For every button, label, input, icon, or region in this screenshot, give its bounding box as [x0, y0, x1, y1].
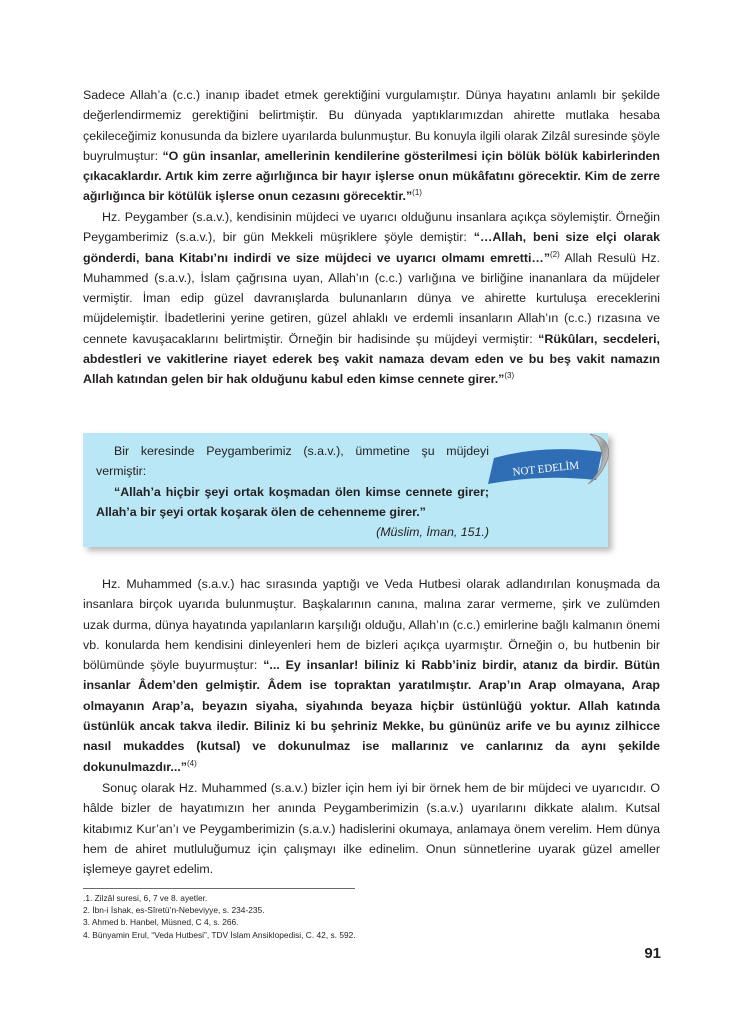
footnote-ref-1: (1) [412, 188, 422, 198]
paragraph-4 [83, 778, 660, 879]
footnote-1: .1. Zilzâl suresi, 6, 7 ve 8. ayetler. [83, 893, 208, 903]
paragraph-2 [83, 207, 660, 390]
note-box-content [96, 441, 489, 542]
farewell-sermon-quote: “... Ey insanlar! biliniz ki Rabb’iniz birdir, atanız da birdir. Bütün insanlar Âdem’den gelmiştir. Âdem ise topraktan yaratılmıştır. Arap’ın Arap olmayana, Arap olmayanın Arap’a, beyazın siyaha, siyahında beyaza hiçbir üstünlüğü yoktur. Allah katında üstünlük ancak takva iledir. Biliniz ki bu şehriniz Mekke, bu gününüz arife ve bu ayınız zilhicce nasıl mukaddes (kutsal) ve dokunulmaz ise mallarınız ve canlarınız da aynı şekilde dokunulmazdır...” [83, 658, 660, 774]
paragraph-1 [83, 85, 660, 207]
paragraph-text: Allah Resulü Hz. Muhammed (s.a.v.), İslam çağrısına uyan, Allah’ın (c.c.) varlığına ve birliğine inananlara da müjdeler vermiştir. İman edip güzel davranışlarda bulunanların dünya ve ahirette kurtuluşa ereceklerini müjdelemiştir. İbadetlerini yerine getiren, güzel ahlaklı ve erdemli insanların Allah’ın (c.c.) rızasına ve cennete kavuşacaklarını belirtmiştir. Örneğin bir hadisinde şu müjdeyi vermiştir: [83, 250, 660, 346]
paragraph-text: Hz. Peygamber (s.a.v.), kendisinin müjdeci ve uyarıcı olduğunu insanlara açıkça söylemiştir. Örneğin Peygamberimiz (s.a.v.), bir gün Mekkeli müşriklere şöyle demiştir: [83, 210, 660, 245]
note-box-lead: Bir keresinde Peygamberimiz (s.a.v.), ümmetine şu müjdeyi vermiştir: [96, 444, 489, 479]
zilzal-verse-quote: “O gün insanlar, amellerinin kendilerine gösterilmesi için bölük bölük kabirlerinden çıkacaklardır. Artık kim zerre ağırlığınca bir hayır işlerse onun mükâfatını görecektir. Kim de zerre ağırlığınca bir kötülük işlerse onun cezasını görecektir.” [83, 148, 660, 204]
paragraph-text: Sonuç olarak Hz. Muhammed (s.a.v.) bizler için hem iyi bir örnek hem de bir müjdeci ve uyarıcıdır. O hâlde bizler de hayatımızın her anında Peygamberimizin (s.a.v.) uyarılarını dikkate alalım. Kutsal kitabımız Kur’an’ı ve Peygamberimizin (s.a.v.) hadislerini okumaya, anlamaya önem verelim. Hem dünya hem de ahiret mutluluğumuz için çalışmayı ilke edinelim. Onun sünnetlerine uyarak güzel ameller işlemeye gayret edelim. [83, 781, 660, 877]
prophet-quote-messenger: “…Allah, beni size elçi olarak gönderdi, bana Kitabı’nı indirdi ve size müjdeci ve uyarıcı olmamı emretti…” [83, 230, 661, 265]
footnote-ref-3: (3) [504, 371, 515, 381]
not-edelim-tag [484, 430, 616, 492]
paragraph-text: Sadece Allah’a (c.c.) inanıp ibadet etmek gerektiğini vurgulamıştır. Dünya hayatını anlamlı bir şekilde değerlendirmemiz gerektiğini belirtmiştir. Bu dünyada yaptıklarımızdan ahirette mutlaka hesaba çekileceğimiz konusunda da bizlere uyarılarda bulunmuştur. Bu konuyla ilgili olarak Zilzâl suresinde şöyle buyrulmuştur: [83, 88, 660, 163]
footnote-2: 2. İbn-i İshak, es-Sîretü’n-Nebeviyye, s. 234-235. [83, 905, 265, 916]
note-box-quote: “Allah’a hiçbir şeyi ortak koşmadan ölen kimse cennete girer; Allah’a bir şeyi ortak koşarak ölen de cehenneme girer.” [96, 484, 489, 519]
prophet-quote-prayer: “Rükûları, secdeleri, abdestleri ve vakitlerine riayet ederek beş vakit namaza devam eden ve bu beş vakit namazın Allah katından gelen bir hak olduğunu kabul eden kimse cennete girer.” [83, 331, 660, 387]
footnote-4: 4. Bünyamin Erul, “Veda Hutbesi”, TDV İslam Ansiklopedisi, C. 42, s. 592. [83, 929, 356, 940]
paragraph-text: Hz. Muhammed (s.a.v.) hac sırasında yaptığı ve Veda Hutbesi olarak adlandırılan konuşmada da insanlara birçok uyarıda bulunmuştur. Başkalarının canına, malına zarar vermeme, şirk ve zulümden uzak durma, dünya hayatında yapılanların karşılığı olduğu, Allah’ın (c.c.) emirlerine bağlı kalmanın önemi vb. konularda hem kendisini dinleyenleri hem de bizleri açıkça uyarmıştır. Örneğin o, bu hutbenin bir bölümünde şöyle buyurmuştur: [83, 577, 660, 673]
tag-label: NOT EDELİM [512, 459, 580, 479]
footnote-ref-2: (2) [550, 249, 560, 259]
footnote-divider [83, 888, 355, 889]
footnote-ref-4: (4) [186, 758, 197, 768]
footnote-3: 3. Ahmed b. Hanbel, Müsned, C 4, s. 266. [83, 917, 239, 928]
footnotes [83, 892, 483, 941]
paragraph-3 [83, 574, 660, 777]
note-box-source: (Müslim, İman, 151.) [376, 525, 489, 540]
page-number: 91 [644, 945, 661, 962]
